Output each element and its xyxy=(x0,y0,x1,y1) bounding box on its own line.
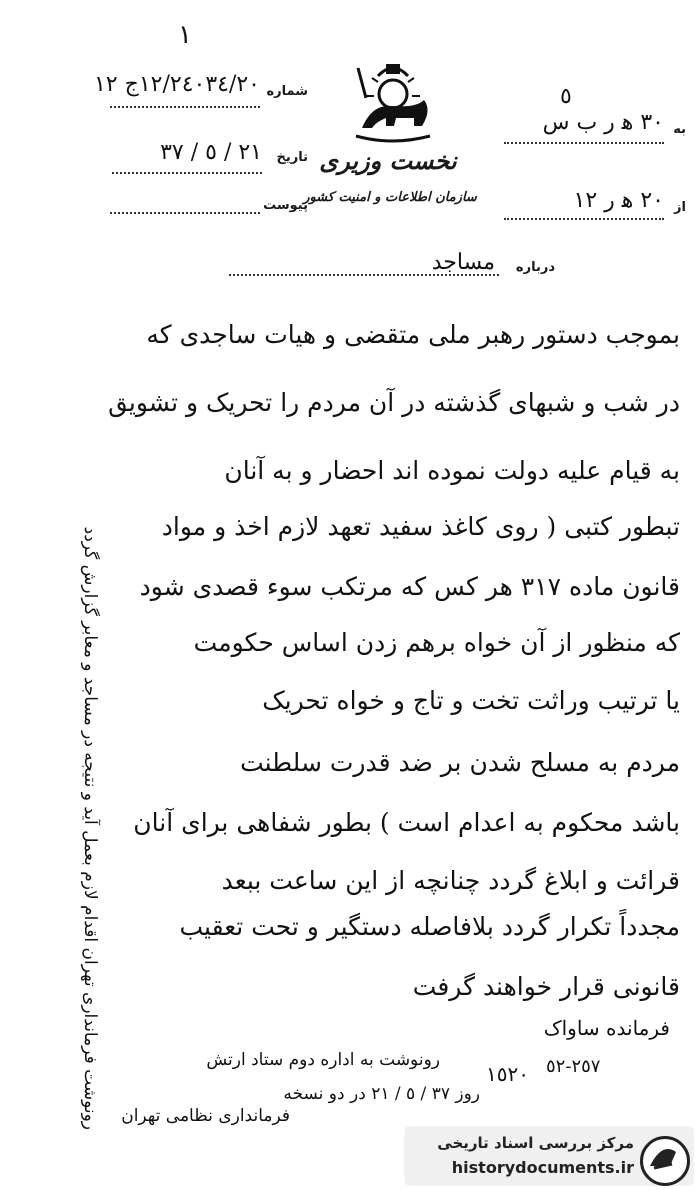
number-dotted-line xyxy=(110,106,260,108)
from-dotted-line xyxy=(504,218,664,220)
signature-date-line: روز ٣٧ / ٥ / ٢١ در دو نسخه xyxy=(283,1084,480,1104)
number-label: شماره xyxy=(266,84,308,99)
number-value: ١٢/٢٤٠٣٤/٢٠ج ١٢ xyxy=(93,72,260,97)
body-line-1: بموجب دستور رهبر ملی متقضی و هیات ساجدی که xyxy=(146,320,680,349)
signature-number: ١٥٢٠ xyxy=(486,1062,529,1086)
corner-mark: ١ xyxy=(178,20,192,50)
date-field xyxy=(108,138,308,178)
watermark-text-url: historydocuments.ir xyxy=(451,1158,634,1177)
date-label: تاریخ xyxy=(276,150,308,165)
body-line-4: تبطور کتبی ( روی کاغذ سفید تعهد لازم اخذ و مواد xyxy=(161,512,680,541)
org-title: نخست وزیری xyxy=(319,146,457,175)
watermark-logo-icon xyxy=(640,1136,690,1186)
subject-value: مساجد xyxy=(431,250,495,275)
body-line-12: قانونی قرار خواهند گرفت xyxy=(412,972,680,1001)
subject-dotted-line xyxy=(229,274,499,276)
body-line-3: به قیام علیه دولت نموده اند احضار و به آنان xyxy=(224,456,680,485)
from-field xyxy=(500,186,690,226)
body-line-8: مردم به مسلح شدن بر ضد قدرت سلطنت xyxy=(240,748,680,777)
attachment-dotted-line xyxy=(110,212,260,214)
signature-line-2: رونوشت به اداره دوم ستاد ارتش xyxy=(206,1050,440,1070)
margin-note: رونوشت فرمانداری تهران اقدام لازم بعمل آید و نتیجه در مساجد و معابر گزارش گردد xyxy=(80,526,100,1130)
date-dotted-line xyxy=(112,172,262,174)
attachment-label: پیوست xyxy=(263,198,308,213)
body-line-9: باشد محکوم به اعدام است ) بطور شفاهی برای آنان xyxy=(133,808,680,837)
from-label: از xyxy=(674,200,686,215)
watermark-text-fa: مرکز بررسی اسناد تاریخی xyxy=(437,1134,634,1152)
number-field xyxy=(93,70,308,110)
to-field xyxy=(500,108,690,148)
body-line-10: قرائت و ابلاغ گردد چنانچه از این ساعت ببعد xyxy=(221,866,680,895)
org-subtitle: سازمان اطلاعات و امنیت کشور xyxy=(303,190,477,205)
date-value: ٢١ / ٥ / ٣٧ xyxy=(160,140,262,165)
body-line-7: یا ترتیب وراثت تخت و تاج و خواه تحریک xyxy=(262,686,680,715)
subject-field xyxy=(225,250,555,280)
body-line-6: که منظور از آن خواه برهم زدن اساس حکومت xyxy=(193,628,680,657)
signature-line-3: فرمانداری نظامی تهران xyxy=(121,1106,290,1126)
body-line-2: در شب و شبهای گذشته در آن مردم را تحریک و تشویق xyxy=(108,388,680,417)
to-label: به xyxy=(673,122,686,137)
signature-line-1: فرمانده ساواک xyxy=(543,1016,670,1040)
body-line-11: مجدداً تکرار گردد بلافاصله دستگیر و تحت تعقیب xyxy=(179,912,680,941)
to-mark: ٥ xyxy=(560,84,572,109)
to-dotted-line xyxy=(504,142,664,144)
subject-label: درباره xyxy=(515,260,555,275)
body-line-5: قانون ماده ٣١٧ هر کس که مرتکب سوء قصدی شود xyxy=(139,572,680,601)
signature-ref: ٢٥٧-٥٢ xyxy=(546,1056,601,1077)
to-value: ٣٠ ه‍ ر ب س xyxy=(542,110,664,135)
from-value: ٢٠ ه‍ ر ١٢ xyxy=(573,188,664,213)
lion-and-sun-emblem xyxy=(348,58,438,143)
attachment-field xyxy=(108,192,308,222)
